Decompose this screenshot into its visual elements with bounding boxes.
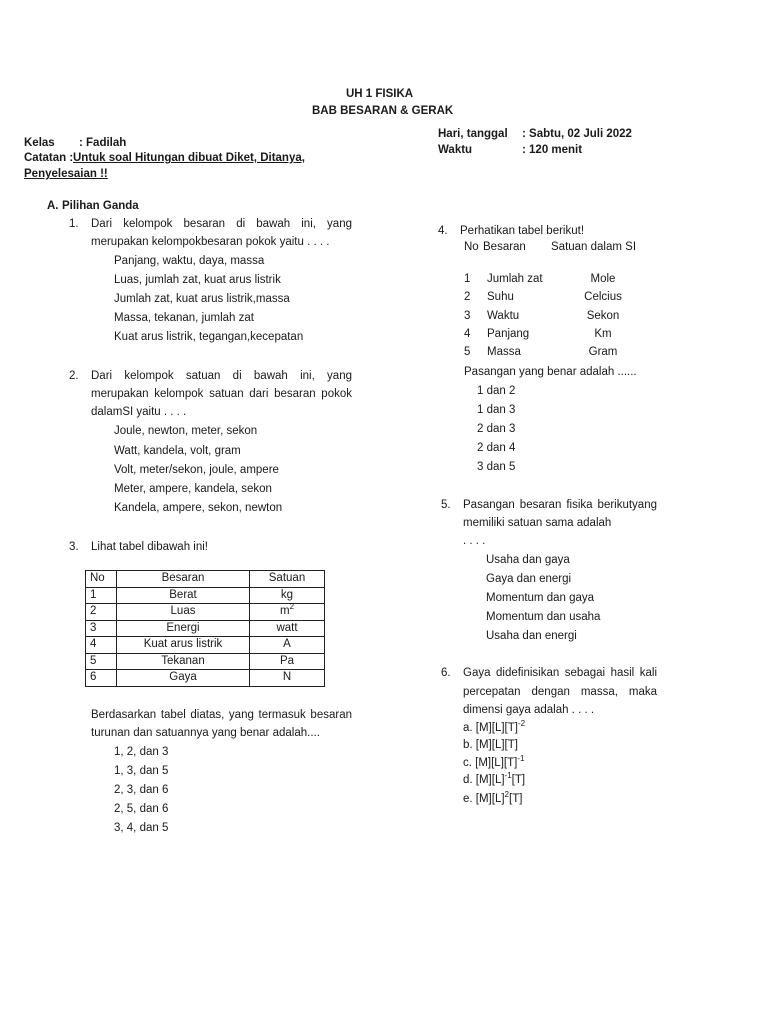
table-row: [86, 653, 325, 670]
q3-table: [85, 570, 325, 687]
table-cell: 3: [86, 620, 117, 637]
q4-cell-besaran: Massa: [487, 346, 521, 358]
q5-number: 5.: [441, 499, 451, 511]
waktu-value: : 120 menit: [522, 144, 583, 156]
q5-option: Gaya dan energi: [486, 573, 572, 585]
q5-option: Momentum dan usaha: [486, 611, 601, 623]
q3-number: 3.: [69, 541, 79, 553]
q5-option: Usaha dan gaya: [486, 554, 570, 566]
table-header-row: [86, 571, 325, 588]
q4-cell-besaran: Waktu: [487, 310, 520, 322]
q1-number: 1.: [69, 218, 79, 230]
q4-option: 1 dan 2: [477, 385, 516, 397]
unit-base: m: [279, 605, 290, 618]
q1-option: Kuat arus listrik, tegangan,kecepatan: [114, 331, 304, 343]
q5-text-line3: . . . .: [463, 535, 486, 547]
catatan-text-line1: Untuk soal Hitungan dibuat Diket, Ditanya,: [73, 152, 305, 164]
table-row: [86, 670, 325, 687]
table-header-cell: No: [86, 571, 117, 588]
hari-value: : Sabtu, 02 Juli 2022: [522, 128, 632, 140]
q6-text-line2: percepatan dengan massa, maka: [463, 686, 657, 698]
q4-cell-satuan: Mole: [590, 273, 616, 285]
q2-option: Kandela, ampere, sekon, newton: [114, 502, 283, 514]
q3-text-line1: Berdasarkan tabel diatas, yang termasuk besaran: [91, 709, 352, 721]
table-cell: 4: [86, 637, 117, 654]
q6-option-base: c. [M][L][T]: [463, 757, 518, 769]
kelas-value: : Fadilah: [79, 137, 127, 149]
q4-cell-no: 2: [464, 291, 471, 303]
catatan-text-line2: Penyelesaian !!: [24, 168, 108, 180]
table-cell: 1: [86, 587, 117, 604]
q4-option: 3 dan 5: [477, 461, 516, 473]
q1-text-line1: Dari kelompok besaran di bawah ini, yang: [91, 218, 352, 230]
q3-intro: Lihat tabel dibawah ini!: [91, 541, 208, 553]
q2-text-line3: dalamSI yaitu . . . .: [91, 406, 187, 418]
q4-header-satuan: Satuan dalam SI: [551, 241, 637, 253]
q6-option: [463, 754, 525, 769]
table-cell: Pa: [250, 653, 325, 670]
q6-option-base: b. [M][L][T]: [463, 739, 518, 751]
q4-cell-no: 5: [464, 346, 471, 358]
q3-option: 1, 3, dan 5: [114, 765, 169, 777]
q4-option: 1 dan 3: [477, 404, 516, 416]
q3-option: 3, 4, dan 5: [114, 822, 169, 834]
q4-number: 4.: [438, 225, 448, 237]
q4-cell-satuan: Celcius: [584, 291, 622, 303]
q2-option: Joule, newton, meter, sekon: [114, 425, 258, 437]
table-cell: Tekanan: [117, 653, 250, 670]
section-letter: A.: [47, 200, 59, 212]
q2-option: Watt, kandela, volt, gram: [114, 445, 241, 457]
q4-option: 2 dan 3: [477, 423, 516, 435]
q2-option: Volt, meter/sekon, joule, ampere: [114, 464, 279, 476]
q1-option: Massa, tekanan, jumlah zat: [114, 312, 254, 324]
q3-text-line2: turunan dan satuannya yang benar adalah....: [91, 727, 320, 739]
q2-number: 2.: [69, 370, 79, 382]
table-cell: Berat: [117, 587, 250, 604]
table-cell: Kuat arus listrik: [117, 637, 250, 654]
q6-option-exponent: -1: [504, 771, 512, 781]
q6-option-tail: [T]: [509, 793, 523, 805]
table-cell: 6: [86, 670, 117, 687]
q6-option-exponent: -1: [517, 754, 525, 764]
catatan-label: Catatan :: [24, 152, 74, 164]
q4-header-besaran: Besaran: [483, 241, 526, 253]
q6-option-base: e. [M][L]: [463, 793, 505, 805]
q1-option: Panjang, waktu, daya, massa: [114, 255, 265, 267]
q4-header-no: No: [464, 241, 479, 253]
q5-text-line2: memiliki satuan sama adalah: [463, 517, 612, 529]
q1-option: Jumlah zat, kuat arus listrik,massa: [114, 293, 290, 305]
q6-option-tail: [T]: [511, 774, 526, 786]
page-title: UH 1 FISIKA: [346, 88, 414, 100]
table-cell: kg: [250, 587, 325, 604]
q4-cell-besaran: Panjang: [487, 328, 530, 340]
q6-option-exponent: -2: [517, 719, 526, 729]
q5-option: Momentum dan gaya: [486, 592, 595, 604]
q6-text-line3: dimensi gaya adalah . . . .: [463, 704, 595, 716]
q4-cell-no: 4: [464, 328, 471, 340]
hari-label: Hari, tanggal: [438, 128, 508, 140]
kelas-label: Kelas: [24, 137, 55, 149]
table-header-cell: Besaran: [117, 571, 250, 588]
table-header-cell: Satuan: [250, 571, 325, 588]
q3-option: 2, 3, dan 6: [114, 784, 169, 796]
table-cell: 5: [86, 653, 117, 670]
q6-option-exponent: 2: [504, 790, 509, 800]
table-cell: Energi: [117, 620, 250, 637]
q6-option: [463, 771, 526, 786]
q2-text-line2: merupakan kelompok satuan dari besaran pokok: [91, 388, 352, 400]
q6-option-base: a. [M][L][T]: [463, 722, 518, 734]
q5-text-line1: Pasangan besaran fisika berikutyang: [463, 499, 657, 511]
table-cell: Gaya: [117, 670, 250, 687]
table-row: [86, 604, 325, 621]
table-cell: [250, 604, 325, 621]
table-cell: 2: [86, 604, 117, 621]
q4-cell-satuan: Km: [594, 328, 612, 340]
q5-option: Usaha dan energi: [486, 630, 577, 642]
q3-option: 1, 2, dan 3: [114, 746, 169, 758]
q4-cell-satuan: Sekon: [586, 310, 620, 322]
q4-cell-besaran: Suhu: [487, 291, 514, 303]
q1-text-line2: merupakan kelompokbesaran pokok yaitu . . . .: [91, 236, 330, 248]
q6-number: 6.: [441, 667, 451, 679]
table-cell: N: [250, 670, 325, 687]
q4-cell-satuan: Gram: [588, 346, 618, 358]
page-subtitle: BAB BESARAN & GERAK: [312, 105, 454, 117]
q2-option: Meter, ampere, kandela, sekon: [114, 483, 272, 495]
table-cell: A: [250, 637, 325, 654]
table-row: [86, 587, 325, 604]
q6-option: [463, 790, 523, 805]
unit-exponent: 2: [289, 602, 295, 612]
q4-cell-besaran: Jumlah zat: [487, 273, 543, 285]
table-cell: watt: [250, 620, 325, 637]
q4-option: 2 dan 4: [477, 442, 516, 454]
q2-text-line1: Dari kelompok satuan di bawah ini, yang: [91, 370, 352, 382]
table-row: [86, 620, 325, 637]
q6-text-line1: Gaya didefinisikan sebagai hasil kali: [463, 667, 657, 679]
q4-cell-no: 3: [464, 310, 471, 322]
q6-option: [463, 719, 526, 734]
waktu-label: Waktu: [438, 144, 473, 156]
table-cell: Luas: [117, 604, 250, 621]
section-title: Pilihan Ganda: [62, 200, 139, 212]
q4-cell-no: 1: [464, 273, 471, 285]
q4-question: Pasangan yang benar adalah ......: [464, 366, 637, 378]
q4-intro: Perhatikan tabel berikut!: [460, 225, 585, 237]
table-row: [86, 637, 325, 654]
q3-option: 2, 5, dan 6: [114, 803, 169, 815]
q1-option: Luas, jumlah zat, kuat arus listrik: [114, 274, 281, 286]
q6-option: [463, 739, 518, 751]
q6-option-base: d. [M][L]: [463, 774, 505, 786]
